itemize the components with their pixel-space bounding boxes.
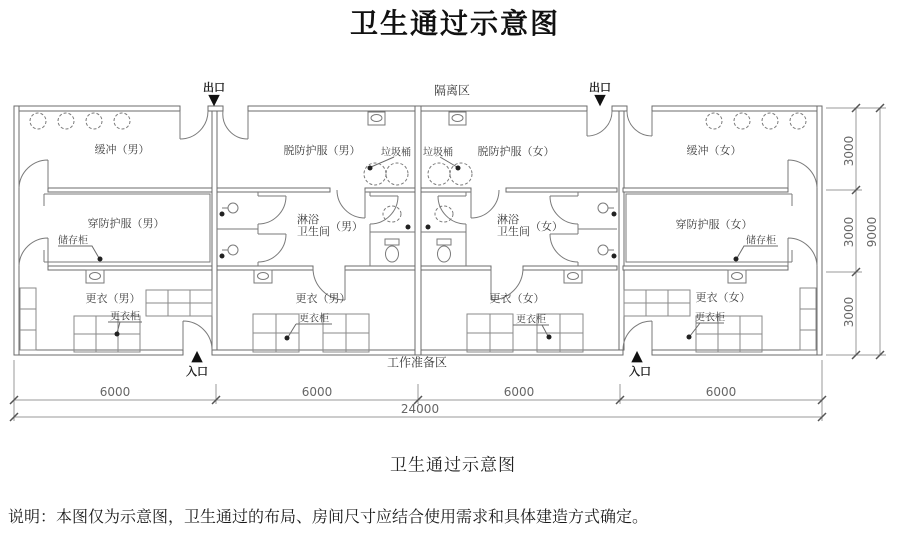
room-label-buffer-female: 缓冲（女） <box>686 144 742 157</box>
room-label-change-male-inner: 更衣（男） <box>295 292 351 305</box>
shower-label-suffix-female: （女） <box>530 220 563 233</box>
locker-label-left: 更衣柜 <box>110 311 140 323</box>
dim-total-height: 9000 <box>865 216 879 248</box>
shower-label-line2: 卫生间 <box>497 225 530 238</box>
storage-cabinet-label-right: 储存柜 <box>746 235 776 247</box>
locker-label-center-left: 更衣柜 <box>299 313 329 325</box>
room-label-doff-male: 脱防护服（男） <box>283 144 361 157</box>
exit-arrow-left-icon: ▼ <box>208 90 220 109</box>
shower-label-line1: 淋浴 <box>497 213 519 226</box>
shower-label-line2: 卫生间 <box>297 225 330 238</box>
entrance-arrow-right-icon: ▲ <box>631 346 643 365</box>
room-label-doff-female: 脱防护服（女） <box>477 145 555 158</box>
storage-cabinet-label-left: 储存柜 <box>58 235 88 247</box>
room-label-change-female-outer: 更衣（女） <box>695 291 751 304</box>
trash-bin-label-left: 垃圾桶 <box>381 147 411 159</box>
figure-caption: 卫生通过示意图 <box>390 455 516 476</box>
room-label-don-male: 穿防护服（男） <box>87 217 165 230</box>
entrance-label-right: 入口 <box>629 365 651 378</box>
dim-row-2: 3000 <box>842 216 856 248</box>
zone-label-work-prep: 工作准备区 <box>386 355 448 370</box>
shower-label-line1: 淋浴 <box>297 213 319 226</box>
room-label-shower-female <box>497 214 563 238</box>
dim-row-1: 3000 <box>842 135 856 167</box>
zone-label-isolation: 隔离区 <box>433 83 471 98</box>
locker-label-right: 更衣柜 <box>695 312 725 324</box>
room-label-change-female-inner: 更衣（女） <box>489 292 545 305</box>
page-title: 卫生通过示意图 <box>349 7 561 40</box>
exit-arrow-right-icon: ▼ <box>594 90 606 109</box>
dim-bay-1: 6000 <box>99 385 131 399</box>
room-label-change-male-outer: 更衣（男） <box>85 292 141 305</box>
dim-bay-4: 6000 <box>705 385 737 399</box>
dim-total-width: 24000 <box>400 402 440 416</box>
dim-bay-3: 6000 <box>503 385 535 399</box>
exit-label-right: 出口 <box>589 81 611 94</box>
exit-label-left: 出口 <box>203 81 225 94</box>
dim-bay-2: 6000 <box>301 385 333 399</box>
note-text: 说明：本图仅为示意图，卫生通过的布局、房间尺寸应结合使用需求和具体建造方式确定。 <box>8 507 649 526</box>
dim-row-3: 3000 <box>842 296 856 328</box>
room-label-shower-male <box>297 214 363 238</box>
trash-bin-label-right: 垃圾桶 <box>423 147 453 159</box>
locker-label-center-right: 更衣柜 <box>516 314 546 326</box>
room-label-don-female: 穿防护服（女） <box>675 218 753 231</box>
entrance-label-left: 入口 <box>186 365 208 378</box>
room-label-buffer-male: 缓冲（男） <box>94 143 150 156</box>
entrance-arrow-left-icon: ▲ <box>191 346 203 365</box>
shower-label-suffix-male: （男） <box>330 220 363 233</box>
